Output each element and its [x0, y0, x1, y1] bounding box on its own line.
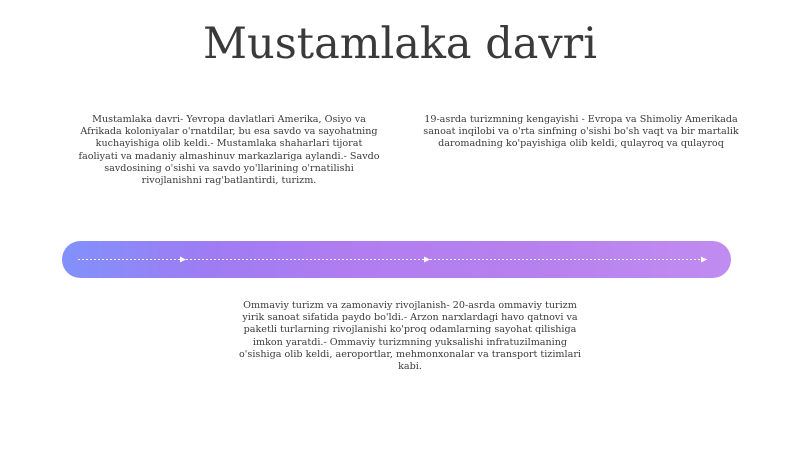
timeline-arrows [62, 241, 731, 278]
text-block-colonial-era: Mustamlaka davri- Yevropa davlatlari Amerika, Osiyo va Afrikada koloniyalar o'rnatdilar, bu esa savdo va sayohatning kuchayishiga olib keldi.- Mustamlaka shaharlari tijorat faoliyati va madaniy almashinuv markazlariga aylandi.- Savdo savdosining o'sishi va savdo yo'llarining o'rnatilishi rivojlanishni rag'batlantirdi, turizm. [78, 114, 380, 187]
timeline-arrow-icon [701, 257, 707, 263]
timeline-arrow-icon [424, 257, 430, 263]
text-block-mass-tourism: Ommaviy turizm va zamonaviy rivojlanish- 20-asrda ommaviy turizm yirik sanoat sifatida paydo bo'ldi.- Arzon narxlardagi havo qatnovi va paketli turlarning rivojlanishi ko'proq odamlarning sayohat qilishiga imkon yaratdi.- Ommaviy turizmning yuksalishi infratuzilmaning o'sishiga olib keldi, aeroportlar, mehmonxonalar va transport tizimlari kabi. [239, 300, 581, 373]
timeline-bar [62, 241, 731, 278]
timeline-arrow-icon [180, 257, 186, 263]
text-block-19th-century: 19-asrda turizmning kengayishi - Evropa va Shimoliy Amerikada sanoat inqilobi va o'rta sinfning o'sishi bo'sh vaqt va bir martalik daromadning ko'payishiga olib keldi, qulayroq va qulayroq [423, 114, 739, 150]
slide-title: Mustamlaka davri [203, 19, 597, 69]
